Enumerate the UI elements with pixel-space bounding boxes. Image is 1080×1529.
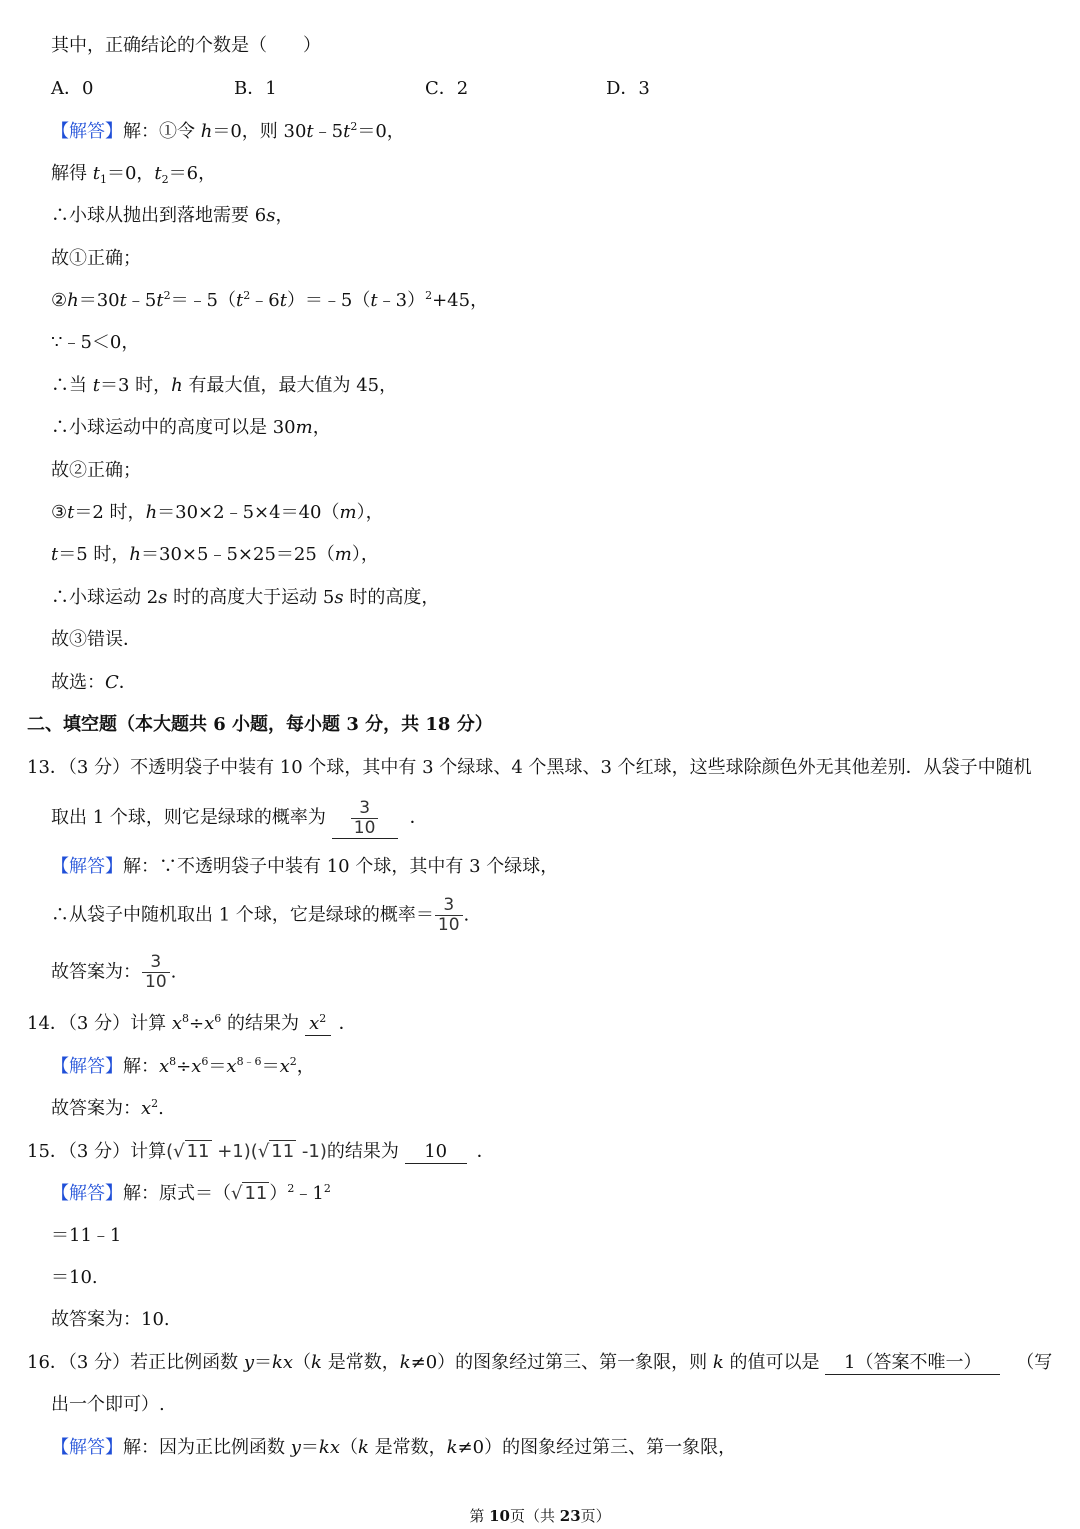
q13-stem-line-1: 13．（3 分）不透明袋子中装有 10 个球，其中有 3 个绿球、4 个黑球、3 个红球，这些球除颜色外无其他差别．从袋子中随机 — [27, 757, 1032, 778]
var-kx: kx — [318, 1437, 340, 1458]
exponent: 8 — [181, 1012, 189, 1025]
q15-solution-line-2: ＝11﹣1 — [51, 1225, 122, 1246]
text: ＝30 — [78, 290, 120, 311]
fraction — [435, 896, 463, 935]
text: ＝0， — [357, 121, 405, 142]
exponent: 2 — [151, 1097, 159, 1110]
var-x: x — [226, 1056, 237, 1077]
var-h: h — [67, 290, 79, 311]
paren: ( — [250, 1141, 258, 1162]
text: ， — [296, 1056, 315, 1077]
text: 的结果为 — [221, 1013, 305, 1034]
q13-stem-line-2 — [51, 798, 428, 844]
exponent: 2 — [289, 1055, 297, 1068]
text: ． — [476, 1141, 495, 1162]
var-t: t — [67, 502, 75, 523]
q12-solution-line-10 — [51, 499, 384, 527]
q12-solution-line-14 — [51, 669, 137, 697]
question-tail: 其中，正确结论的个数是（ ） — [51, 35, 321, 56]
exponent: 6 — [201, 1055, 209, 1068]
q13-solution-line-3 — [51, 953, 176, 999]
text: ， — [312, 417, 331, 438]
text: ≠0）的图象经过第三、第一象限，则 — [410, 1352, 713, 1373]
q12-solution-line-11 — [51, 541, 379, 569]
expression: (√ 11 +1)(√ 11 -1) — [166, 1141, 327, 1162]
q12-solution-line-6: ∵﹣5＜0， — [51, 332, 140, 353]
text: ）＝﹣5（ — [286, 290, 371, 311]
text: ③ — [51, 502, 68, 523]
var-t: t — [92, 375, 100, 396]
text: 解：因为正比例函数 — [123, 1437, 291, 1458]
q12-solution-line-8 — [51, 414, 331, 442]
text: 的结果为 — [326, 1141, 405, 1162]
q12-solution-line-7 — [51, 372, 397, 400]
radicand: 11 — [186, 1141, 210, 1162]
text: 故选： — [51, 672, 105, 693]
exponent: 2 — [243, 289, 251, 302]
var-h: h — [171, 375, 183, 396]
exponent: 2 — [425, 289, 433, 302]
text: ＝6， — [168, 163, 217, 184]
text: 有最大值，最大值为 45， — [182, 375, 398, 396]
option-d: D．3 — [606, 78, 650, 99]
text: ﹣5 — [313, 121, 344, 142]
q13-solution-line-2 — [51, 896, 469, 942]
text: . — [463, 904, 470, 926]
exponent: 2 — [287, 1182, 295, 1195]
var-x: x — [141, 1098, 152, 1119]
var-x: x — [171, 1013, 182, 1034]
sqrt-expression: √ 11 — [231, 1183, 268, 1204]
section-title: 二、填空题（本大题共 6 小题，每小题 3 分，共 18 分） — [27, 714, 493, 735]
unit-s: s — [334, 587, 344, 608]
answer-tag: 【解答】 — [51, 121, 123, 142]
text: 解：原式＝（ — [123, 1183, 231, 1204]
unit-s: s — [158, 587, 168, 608]
option-a: A．0 — [51, 78, 94, 99]
unit-s: s — [266, 205, 276, 226]
total-pages: 23 — [559, 1507, 581, 1525]
var-x: x — [309, 1013, 320, 1034]
text: 解得 — [51, 163, 93, 184]
answer-blank — [332, 798, 398, 839]
var-x: x — [191, 1056, 202, 1077]
page-footer — [0, 1503, 1080, 1529]
fraction — [142, 953, 170, 992]
var-t: t — [119, 290, 127, 311]
var-y: y — [290, 1437, 301, 1458]
unit-m: m — [295, 417, 313, 438]
var-h: h — [129, 544, 142, 565]
q12-solution-line-3 — [51, 202, 293, 230]
page-number: 10 — [489, 1507, 510, 1525]
var-k: k — [712, 1352, 724, 1373]
exponent: 2 — [350, 120, 358, 133]
text: ﹣1 — [294, 1183, 324, 1204]
text: ≠0）的图象经过第三、第一象限， — [457, 1437, 737, 1458]
answer-tag: 【解答】 — [51, 1056, 123, 1077]
denominator: 10 — [435, 915, 463, 935]
var-t: t — [306, 121, 314, 142]
exponent: 8 — [169, 1055, 177, 1068]
var-k: k — [446, 1437, 458, 1458]
fraction — [351, 799, 379, 838]
text: 故答案为： — [51, 961, 141, 983]
q12-solution-line-13: 故③错误． — [51, 629, 141, 650]
text: ∴小球运动 2 — [51, 587, 159, 608]
text: ＝5 时， — [58, 544, 130, 565]
text: 第 — [469, 1507, 490, 1525]
answer-choice: C — [105, 672, 119, 693]
text: （写 — [1016, 1352, 1053, 1373]
q13-solution-line-1 — [51, 853, 558, 881]
text: ＝30×2﹣5×4＝40（ — [157, 502, 340, 523]
var-t: t — [51, 544, 59, 565]
q15-solution-line-4: 故答案为：10. — [51, 1309, 170, 1330]
text: （ — [339, 1437, 358, 1458]
text: 故答案为： — [51, 1098, 141, 1119]
subscript: 1 — [99, 173, 107, 186]
text: ①令 — [159, 121, 201, 142]
q15-stem — [27, 1138, 495, 1166]
q12-solution-line-1 — [51, 118, 405, 146]
text: ， — [275, 205, 294, 226]
denominator: 10 — [351, 818, 379, 838]
var-k: k — [311, 1352, 322, 1373]
text: ＝ — [300, 1437, 319, 1458]
text: 解： — [123, 121, 159, 142]
text: +1) — [211, 1141, 251, 1162]
var-t: t — [154, 163, 162, 184]
text: ＝ — [261, 1056, 280, 1077]
text: 时的高度大于运动 5 — [167, 587, 335, 608]
var-t: t — [236, 290, 244, 311]
numerator: 3 — [359, 797, 371, 818]
text: ÷ — [176, 1056, 192, 1077]
answer-blank — [305, 1013, 331, 1036]
text: ∴小球运动中的高度可以是 30 — [51, 417, 296, 438]
text: ∴小球从抛出到落地需要 6 — [51, 205, 267, 226]
subscript: 2 — [161, 173, 169, 186]
var-t: t — [370, 290, 378, 311]
var-x: x — [279, 1056, 290, 1077]
answer-tag: 【解答】 — [51, 1183, 123, 1204]
text: ② — [51, 290, 68, 311]
denominator: 10 — [142, 972, 170, 992]
text: 是常数， — [321, 1352, 400, 1373]
var-t: t — [156, 290, 164, 311]
text: ＝0，则 30 — [212, 121, 307, 142]
q12-solution-line-4: 故①正确； — [51, 248, 141, 269]
text: 解： — [123, 1056, 159, 1077]
text: 取出 1 个球，则它是绿球的概率为 — [51, 807, 332, 828]
exponent: 2 — [319, 1012, 327, 1025]
text: . — [158, 1098, 164, 1119]
radicand: 11 — [271, 1141, 295, 1162]
text: . — [170, 961, 177, 983]
numerator: 3 — [443, 895, 455, 915]
numerator: 3 — [150, 952, 162, 972]
text: 16．（3 分）若正比例函数 — [27, 1352, 244, 1373]
q14-stem — [27, 1010, 357, 1038]
text: ＝﹣5（ — [170, 290, 237, 311]
text: 解：∵不透明袋子中装有 10 个球，其中有 3 个绿球， — [123, 856, 559, 877]
answer-blank: 10 — [405, 1141, 467, 1164]
exponent: 2 — [323, 1182, 331, 1195]
text: ﹣3） — [377, 290, 426, 311]
var-x: x — [204, 1013, 215, 1034]
text: 14．（3 分）计算 — [27, 1013, 172, 1034]
radicand: 11 — [244, 1183, 268, 1204]
text: ． — [118, 672, 137, 693]
exponent: 2 — [163, 289, 171, 302]
q15-solution-line-1 — [51, 1180, 331, 1208]
text: （ — [293, 1352, 312, 1373]
answer-tag: 【解答】 — [51, 1437, 123, 1458]
text: ∴当 — [51, 375, 93, 396]
option-c: C．2 — [425, 78, 469, 99]
q14-solution-line-1 — [51, 1053, 315, 1081]
q12-solution-line-9: 故②正确； — [51, 460, 141, 481]
text: ∴从袋子中随机取出 1 个球，它是绿球的概率＝ — [51, 904, 434, 926]
text: ＝ — [208, 1056, 227, 1077]
text: ＝3 时， — [99, 375, 172, 396]
exponent: 6 — [214, 1012, 222, 1025]
q15-solution-line-3: ＝10. — [51, 1267, 98, 1288]
q16-stem-line-1 — [27, 1349, 1052, 1377]
option-row — [51, 75, 1051, 103]
text: ＝0， — [106, 163, 155, 184]
text: -1) — [296, 1141, 327, 1162]
text: ÷ — [188, 1013, 205, 1034]
text: ﹣6 — [250, 290, 280, 311]
text: ）， — [351, 544, 379, 565]
answer-blank: 1（答案不唯一） — [825, 1352, 1000, 1375]
text: 页） — [580, 1507, 611, 1525]
q16-solution-line-1 — [51, 1434, 736, 1462]
q16-stem-line-2: 出一个即可）. — [51, 1394, 165, 1415]
text: ． — [409, 807, 428, 828]
q14-solution-line-2 — [51, 1095, 164, 1123]
var-t: t — [92, 163, 100, 184]
unit-m: m — [334, 544, 352, 565]
unit-m: m — [339, 502, 357, 523]
text: ＝ — [253, 1352, 272, 1373]
q12-solution-line-2 — [51, 160, 216, 188]
text: ） — [269, 1183, 288, 1204]
var-t: t — [279, 290, 287, 311]
text: +45， — [432, 290, 489, 311]
text: ）， — [356, 502, 384, 523]
exponent: 8﹣6 — [236, 1055, 262, 1068]
var-k: k — [357, 1437, 369, 1458]
q12-solution-line-5 — [51, 287, 488, 315]
text: 时的高度， — [343, 587, 440, 608]
q12-solution-line-12 — [51, 584, 439, 612]
var-h: h — [145, 502, 158, 523]
text: 是常数， — [368, 1437, 447, 1458]
text: ＝2 时， — [74, 502, 146, 523]
text: 的值可以是 — [723, 1352, 826, 1373]
text: ＝30×5﹣5×25＝25（ — [141, 544, 335, 565]
text: 15．（3 分）计算 — [27, 1141, 167, 1162]
var-kx: kx — [271, 1352, 294, 1373]
var-y: y — [243, 1352, 254, 1373]
var-t: t — [343, 121, 351, 142]
text: 页（共 — [509, 1507, 560, 1525]
answer-tag: 【解答】 — [51, 856, 123, 877]
var-x: x — [159, 1056, 170, 1077]
var-h: h — [200, 121, 213, 142]
text: ． — [338, 1013, 357, 1034]
paren: ( — [166, 1141, 174, 1162]
option-b: B．1 — [234, 78, 277, 99]
text: ﹣5 — [126, 290, 157, 311]
var-k: k — [399, 1352, 411, 1373]
